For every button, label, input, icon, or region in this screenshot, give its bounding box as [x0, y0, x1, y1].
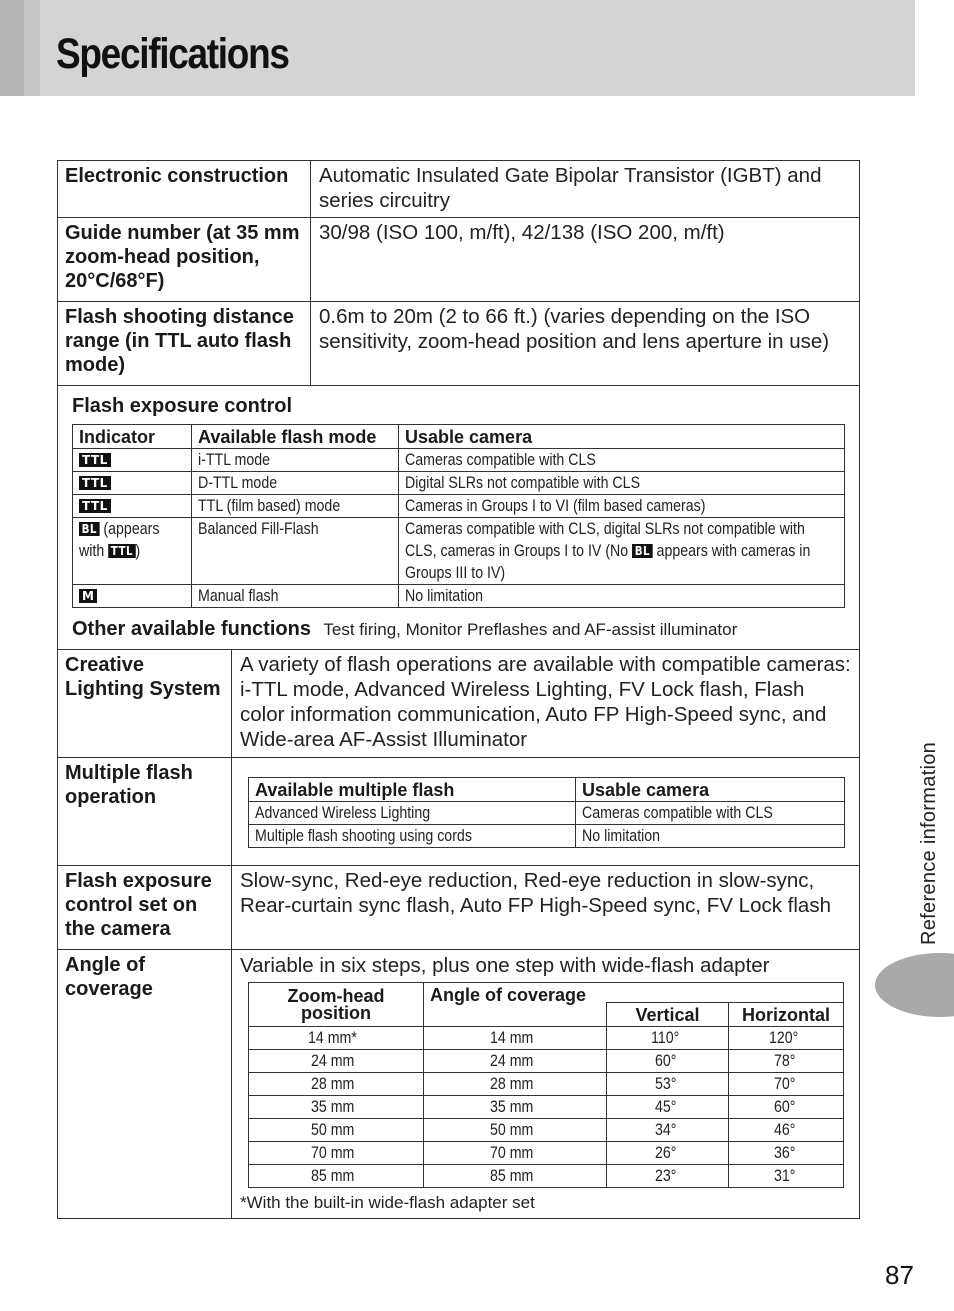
spec-row-guide-number — [58, 218, 860, 302]
coverage-footnote: *With the built-in wide-flash adapter set — [240, 1193, 535, 1212]
usable-camera: Cameras compatible with CLS — [405, 451, 596, 469]
other-functions — [72, 617, 845, 641]
coverage-angle: 85 mm — [489, 1167, 534, 1185]
multiple-flash: Advanced Wireless Lighting — [255, 804, 431, 822]
usable-camera: Cameras compatible with CLS — [582, 804, 773, 822]
spec-value: Slow-sync, Red-eye reduction, Red-eye reduction in slow-sync, Rear-curtain sync flash, Auto FP High-Speed sync, FV Lock flash — [232, 866, 860, 950]
table-row — [73, 518, 845, 585]
indicator-note: with — [79, 542, 105, 560]
spec-value: 30/98 (ISO 100, m/ft), 42/138 (ISO 200, m/ft) — [311, 218, 860, 302]
vertical-angle: 60° — [655, 1052, 677, 1070]
indicator-note: (appears — [103, 520, 160, 538]
section-side-label: Reference information — [918, 741, 940, 945]
header-edge-tab — [0, 0, 40, 96]
spec-label: Creative Lighting System — [58, 650, 232, 758]
vertical-angle: 26° — [655, 1144, 677, 1162]
column-header: Available flash mode — [192, 425, 399, 449]
page-title: Specifications — [56, 30, 289, 78]
column-header-spacer — [607, 983, 844, 1003]
table-row — [249, 1096, 844, 1119]
vertical-angle: 34° — [655, 1121, 677, 1139]
table-header-row — [249, 983, 844, 1003]
coverage-angle: 24 mm — [489, 1052, 534, 1070]
vertical-angle: 53° — [655, 1075, 677, 1093]
spec-value: Automatic Insulated Gate Bipolar Transistor (IGBT) and series circuitry — [311, 161, 860, 218]
ttl-indicator-icon: TTL — [79, 476, 111, 490]
indicator-note: ) — [135, 542, 141, 560]
spec-label: Flash shooting distance range (in TTL auto flash mode) — [58, 302, 311, 386]
spec-row-flash-exposure-control — [58, 386, 860, 650]
page-number: 87 — [885, 1260, 914, 1290]
ttl-indicator-icon: TTL — [79, 499, 111, 513]
table-header-row — [73, 425, 845, 449]
coverage-table — [248, 982, 844, 1188]
flash-mode: TTL (film based) mode — [198, 497, 341, 515]
coverage-angle: 50 mm — [489, 1121, 534, 1139]
horizontal-angle: 46° — [773, 1121, 795, 1139]
multi-flash-table — [248, 777, 845, 848]
spec-label: Angle of coverage — [58, 950, 232, 1219]
table-row — [249, 1119, 844, 1142]
table-row — [249, 825, 845, 848]
zoom-position: 70 mm — [310, 1144, 355, 1162]
vertical-angle: 110° — [651, 1029, 680, 1047]
other-functions-label: Other available functions — [72, 618, 311, 640]
horizontal-angle: 36° — [773, 1144, 795, 1162]
usable-camera: Digital SLRs not compatible with CLS — [405, 474, 641, 492]
ttl-indicator-icon: TTL — [79, 453, 111, 467]
table-row — [249, 1050, 844, 1073]
zoom-position: 24 mm — [310, 1052, 355, 1070]
horizontal-angle: 31° — [773, 1167, 795, 1185]
column-header: Usable camera — [576, 778, 845, 802]
spec-row-camera-flash-control — [58, 866, 860, 950]
table-row — [249, 1027, 844, 1050]
table-row — [73, 472, 845, 495]
usable-camera-text: appears with cameras in Groups III to IV) — [405, 542, 811, 582]
ttl-indicator-icon: TTL — [108, 544, 135, 558]
multiple-flash: Multiple flash shooting using cords — [255, 827, 472, 845]
coverage-angle: 35 mm — [489, 1098, 534, 1116]
table-header-row — [249, 778, 845, 802]
column-header: Available multiple flash — [249, 778, 576, 802]
column-header: Usable camera — [399, 425, 845, 449]
vertical-angle: 23° — [655, 1167, 677, 1185]
spec-row-creative-lighting-system — [58, 650, 860, 758]
column-header: Indicator — [73, 425, 192, 449]
flash-mode: i-TTL mode — [198, 451, 271, 469]
column-header: Angle of coverage — [424, 983, 607, 1027]
horizontal-angle: 78° — [773, 1052, 795, 1070]
spec-value: A variety of flash operations are available with compatible cameras: i-TTL mode, Advanced Wireless Lighting, FV Lock flash, Flash color information communication, Auto FP High-Speed sync, and Wide-area AF-Assist Illuminator — [232, 650, 860, 758]
coverage-angle: 70 mm — [489, 1144, 534, 1162]
spec-label: Multiple flash operation — [58, 758, 232, 866]
table-row — [73, 449, 845, 472]
horizontal-angle: 70° — [773, 1075, 795, 1093]
flash-mode: D-TTL mode — [198, 474, 278, 492]
spec-row-angle-of-coverage — [58, 950, 860, 1219]
table-row — [249, 1142, 844, 1165]
spec-row-distance-range — [58, 302, 860, 386]
zoom-position: 35 mm — [310, 1098, 355, 1116]
indicator-cell — [79, 518, 185, 562]
table-row — [249, 1165, 844, 1188]
flash-control-cell — [58, 386, 860, 650]
specifications-table — [57, 160, 860, 1219]
flash-control-heading: Flash exposure control — [72, 395, 293, 417]
spec-row-electronic-construction — [58, 161, 860, 218]
coverage-summary: Variable in six steps, plus one step with wide-flash adapter — [240, 954, 770, 977]
usable-camera-text: Cameras compatible with CLS, digital SLRs not compatible with CLS, cameras in Groups I to IV (No — [405, 520, 805, 560]
column-header: Zoom-head position — [249, 983, 424, 1027]
table-row — [249, 802, 845, 825]
manual-indicator-icon: M — [79, 589, 97, 603]
column-header: Vertical — [607, 1003, 729, 1027]
bl-indicator-icon: BL — [632, 544, 652, 558]
spec-row-multiple-flash — [58, 758, 860, 866]
zoom-position: 28 mm — [310, 1075, 355, 1093]
other-functions-value: Test firing, Monitor Preflashes and AF-assist illuminator — [323, 620, 738, 639]
spec-label: Flash exposure control set on the camera — [58, 866, 232, 950]
bl-indicator-icon: BL — [79, 522, 99, 536]
usable-camera: Cameras in Groups I to VI (film based cameras) — [405, 497, 706, 515]
spec-label: Electronic construction — [58, 161, 311, 218]
zoom-position: 50 mm — [310, 1121, 355, 1139]
table-row — [73, 585, 845, 608]
section-tab — [875, 953, 954, 1017]
flash-control-table — [72, 424, 845, 608]
multi-flash-cell — [232, 758, 860, 866]
column-header: Horizontal — [729, 1003, 844, 1027]
table-row — [249, 1073, 844, 1096]
zoom-position: 85 mm — [310, 1167, 355, 1185]
usable-camera: No limitation — [582, 827, 661, 845]
table-row — [73, 495, 845, 518]
usable-camera — [405, 518, 837, 584]
horizontal-angle: 60° — [773, 1098, 795, 1116]
vertical-angle: 45° — [655, 1098, 677, 1116]
zoom-position: 14 mm* — [307, 1029, 357, 1047]
spec-value: 0.6m to 20m (2 to 66 ft.) (varies depending on the ISO sensitivity, zoom-head position and lens aperture in use) — [311, 302, 860, 386]
coverage-angle: 14 mm — [489, 1029, 534, 1047]
usable-camera: No limitation — [405, 587, 484, 605]
coverage-cell — [232, 950, 860, 1219]
spec-label: Guide number (at 35 mm zoom-head position, 20°C/68°F) — [58, 218, 311, 302]
flash-mode: Manual flash — [198, 587, 279, 605]
flash-mode: Balanced Fill-Flash — [198, 520, 319, 538]
coverage-angle: 28 mm — [489, 1075, 534, 1093]
horizontal-angle: 120° — [768, 1029, 799, 1047]
